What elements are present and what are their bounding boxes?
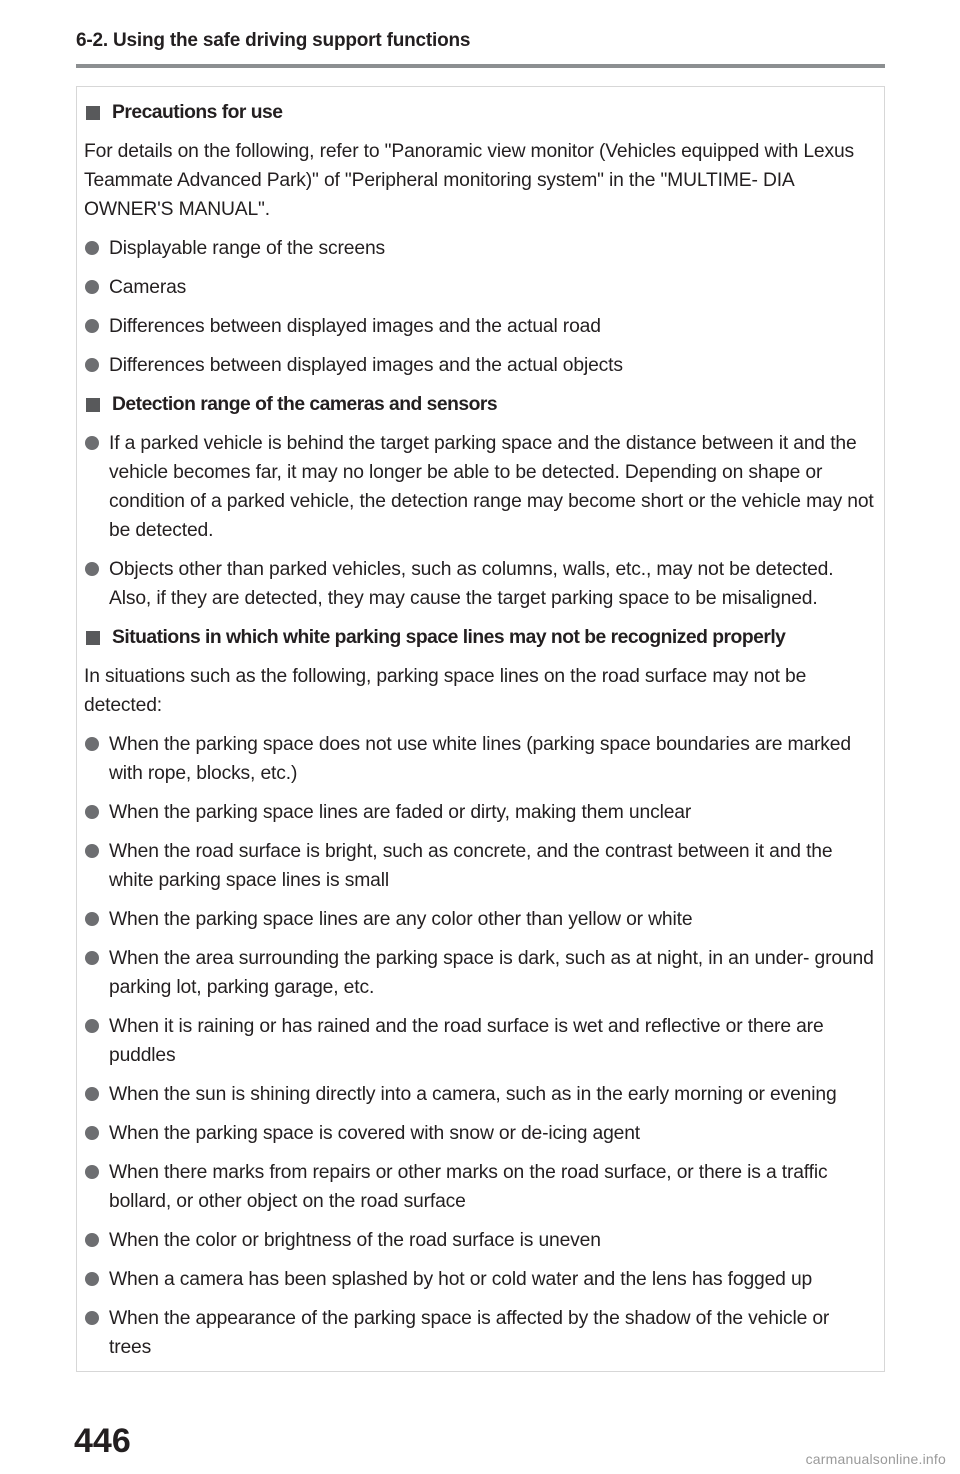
list-item: When the appearance of the parking space is affected by the shadow of the vehicle or trees — [84, 1304, 874, 1362]
list-item: When the area surrounding the parking space is dark, such as at night, in an under- ground parking lot, parking garage, etc. — [84, 944, 874, 1002]
list-item: Displayable range of the screens — [84, 234, 874, 263]
bullet-dot-icon — [85, 805, 99, 819]
bullet-dot-icon — [85, 358, 99, 372]
intro-paragraph: For details on the following, refer to "Panoramic view monitor (Vehicles equipped with Lexus Teammate Advanced Park)" of "Peripheral monitoring system" in the "MULTIME- DIA OWNER'S MANUAL". — [84, 141, 855, 220]
bullet-dot-icon — [85, 912, 99, 926]
bullet-dot-icon — [85, 436, 99, 450]
header-rule — [76, 64, 885, 68]
bullet-dot-icon — [85, 844, 99, 858]
heading-detection-range — [84, 390, 874, 419]
heading-precautions — [84, 98, 874, 127]
bullet-dot-icon — [85, 1272, 99, 1286]
heading-text: Precautions for use — [112, 102, 283, 123]
bullet-dot-icon — [85, 1126, 99, 1140]
bullet-dot-icon — [85, 562, 99, 576]
intro-paragraph: In situations such as the following, parking space lines on the road surface may not be detected: — [84, 666, 807, 716]
list-item: Cameras — [84, 273, 874, 302]
bullet-dot-icon — [85, 951, 99, 965]
bullet-dot-icon — [85, 280, 99, 294]
bullet-dot-icon — [85, 241, 99, 255]
list-item: Differences between displayed images and the actual road — [84, 312, 874, 341]
bullet-dot-icon — [85, 1311, 99, 1325]
list-item: Objects other than parked vehicles, such as columns, walls, etc., may not be detected. Also, if they are detected, they may cause the target parking space to be misaligned. — [84, 555, 874, 613]
page-number: 446 — [74, 1422, 131, 1460]
heading-text: Detection range of the cameras and sensors — [112, 394, 498, 415]
heading-white-lines — [84, 623, 874, 652]
list-item: When it is raining or has rained and the road surface is wet and reflective or there are puddles — [84, 1012, 874, 1070]
list-item: When the sun is shining directly into a camera, such as in the early morning or evening — [84, 1080, 874, 1109]
square-bullet-icon — [86, 631, 100, 645]
bullet-dot-icon — [85, 1165, 99, 1179]
list-item: When the parking space does not use white lines (parking space boundaries are marked with rope, blocks, etc.) — [84, 730, 874, 788]
list-item: When the parking space is covered with snow or de-icing agent — [84, 1119, 874, 1148]
heading-text: Situations in which white parking space lines may not be recognized properly — [112, 627, 786, 648]
list-item: Differences between displayed images and the actual objects — [84, 351, 874, 380]
square-bullet-icon — [86, 398, 100, 412]
list-item: When a camera has been splashed by hot or cold water and the lens has fogged up — [84, 1265, 874, 1294]
content-area — [84, 98, 874, 1372]
bullet-dot-icon — [85, 319, 99, 333]
section-header: 6-2. Using the safe driving support functions — [76, 30, 471, 51]
bullet-dot-icon — [85, 737, 99, 751]
list-item: When the color or brightness of the road surface is uneven — [84, 1226, 874, 1255]
list-item: When there marks from repairs or other marks on the road surface, or there is a traffic bollard, or other object on the road surface — [84, 1158, 874, 1216]
bullet-dot-icon — [85, 1087, 99, 1101]
list-item: When the parking space lines are any color other than yellow or white — [84, 905, 874, 934]
square-bullet-icon — [86, 106, 100, 120]
bullet-dot-icon — [85, 1233, 99, 1247]
list-item: If a parked vehicle is behind the target parking space and the distance between it and the vehicle becomes far, it may no longer be able to be detected. Depending on shape or condition of a parked vehicle, the detection range may become short or the vehicle may not be detected. — [84, 429, 874, 545]
bullet-dot-icon — [85, 1019, 99, 1033]
list-item: When the parking space lines are faded or dirty, making them unclear — [84, 798, 874, 827]
list-item: When the road surface is bright, such as concrete, and the contrast between it and the white parking space lines is small — [84, 837, 874, 895]
watermark: carmanualsonline.info — [805, 1451, 946, 1467]
